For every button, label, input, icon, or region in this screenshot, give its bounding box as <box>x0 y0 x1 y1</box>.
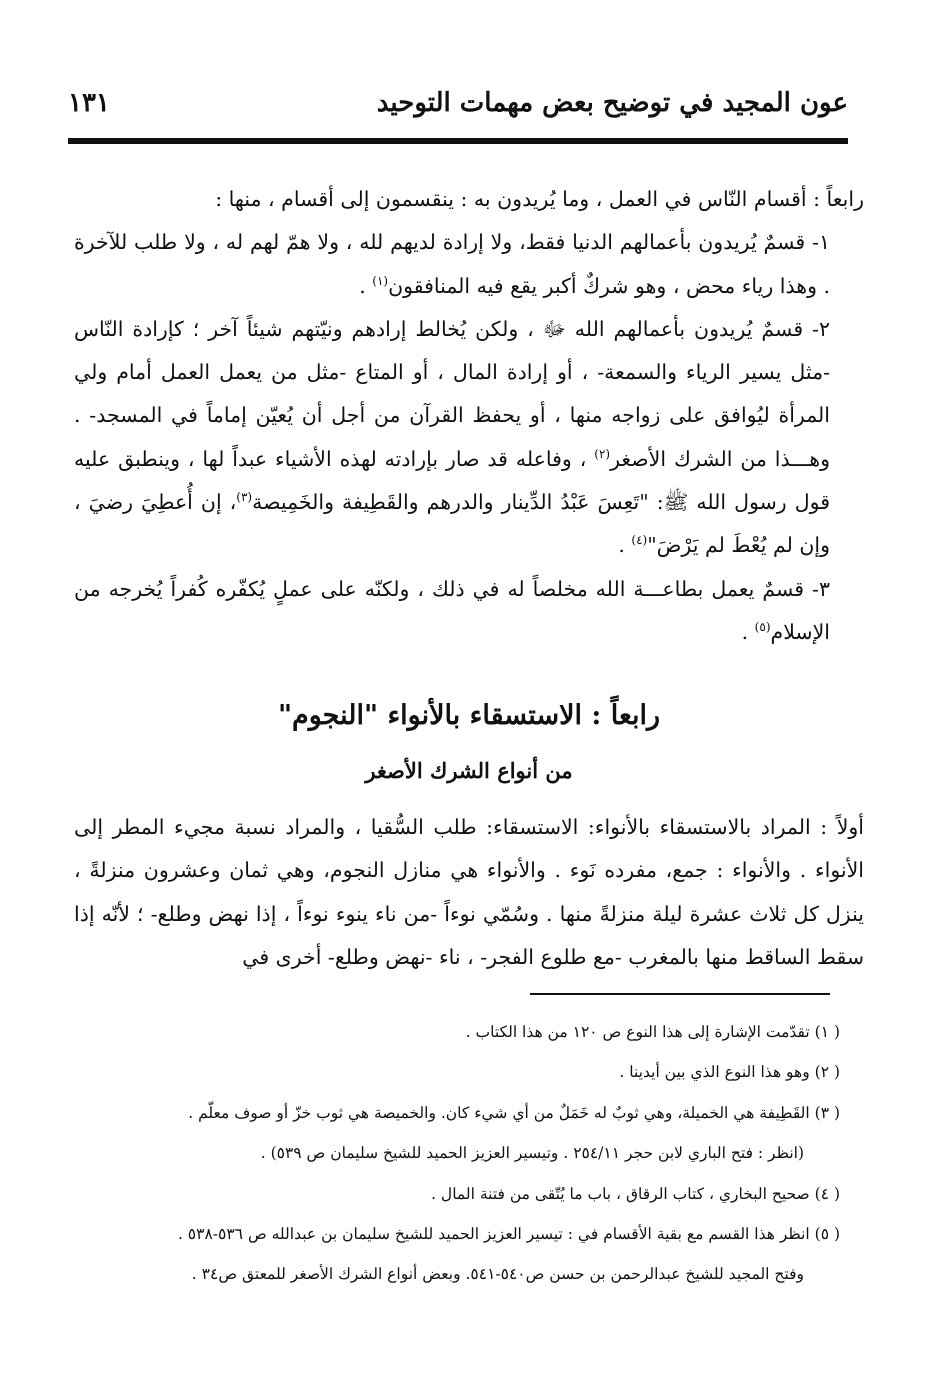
footnote-continuation: وفتح المجيد للشيخ عبدالرحمن بن حسن ص٥٤٠-٥٤١. وبعض أنواع الشرك الأصغر للمعتق ص٣٤ . <box>191 1265 804 1284</box>
footnotes <box>70 1012 840 1295</box>
page-number: ١٣١ <box>68 88 110 118</box>
footnote-ref: (٢) <box>594 446 611 461</box>
definition-paragraph: أولاً : المراد بالاستسقاء بالأنواء: الاستسقاء: طلب السُّقيا ، والمراد نسبة مجيء المطر إلى الأنواء . والأنواء : جمع، مفرده نَوء . والأنواء هي منازل النجوم، وهي ثمان وعشرون منزلةً ، ينزل كل ثلاث عشرة ليلة منزلةً منها . وسُمّي نوءاً -من ناء ينوء نوءاً ، إذا نهض وطلع- ؛ لأنّه إذا سقط الساقط منها بالمغرب -مع طلوع الفجر- ، ناء -نهض وطلع- أخرى في <box>74 815 864 970</box>
item-text: ، وفاعله قد صار بإرادته لهذه الأشياء عبداً لها ، وينطبق عليه قول رسول الله ﷺ: "تَعِسَ عَبْدُ الدِّينار والدرهم والقَطِيفة والخَمِيصة <box>74 446 830 515</box>
footnote-separator <box>530 993 830 995</box>
footnote: ( ١) تقدّمت الإشارة إلى هذا النوع ص ١٢٠ من هذا الكتاب . <box>465 1023 840 1041</box>
footnote-ref: (٤) <box>631 533 648 548</box>
list-item <box>74 221 864 308</box>
footnote-ref: (١) <box>372 273 389 288</box>
footnote: ( ٥) انظر هذا القسم مع بقية الأقسام في : تيسير العزيز الحميد للشيخ سليمان بن عبدالله ص ٥٣٦-٥٣٨ . <box>177 1225 840 1244</box>
list-item <box>74 308 864 568</box>
item-end: . <box>741 619 755 644</box>
book-title: عون المجيد في توضيح بعض مهمات التوحيد <box>376 88 848 118</box>
section-heading: رابعاً : الاستسقاء بالأنواء "النجوم" <box>277 700 661 731</box>
main-text <box>74 178 864 654</box>
footnote-ref: (٥) <box>754 620 771 635</box>
footnote: ( ٣) القَطِيفة هي الخميلة، وهي ثوبٌ له خَمَلٌ من أي شيء كان. والخميصة هي ثوب خزّ أو صوف معلّم . <box>188 1103 840 1122</box>
list-item <box>74 568 864 655</box>
intro-line: رابعاً : أقسام النّاس في العمل ، وما يُريدون به : ينقسمون إلى أقسام ، منها : <box>215 187 864 211</box>
item-text: ٣- قسمٌ يعمل بطاعـــة الله مخلصاً له في ذلك ، ولكنّه على عملٍ يُكفّره كُفراً يُخرجه من الإسلام <box>74 576 830 644</box>
section-subheading: من أنواع الشرك الأصغر <box>365 758 573 783</box>
footnote-continuation: (انظر : فتح الباري لابن حجر ٢٥٤/١١ . وتيسير العزيز الحميد للشيخ سليمان ص ٥٣٩) . <box>260 1144 804 1163</box>
footnote-ref: (٣) <box>236 490 253 505</box>
item-end: . <box>359 273 373 298</box>
definition-text <box>74 806 864 980</box>
item-text: ، إن أُعطِيَ رضيَ ، وإن لم يُعْطَ لم يَرْضَ" <box>74 490 830 558</box>
header-rule <box>68 138 848 144</box>
footnote: ( ٢) وهو هذا النوع الذي بين أيدينا . <box>619 1063 840 1082</box>
page-header <box>68 88 848 132</box>
item-text: ١- قسمٌ يُريدون بأعمالهم الدنيا فقط، ولا إرادة لديهم لله ، ولا همّ لهم له ، ولا طلب للآخرة . وهذا رياء محض ، وهو شركٌ أكبر يقع فيه المنافقون <box>74 230 830 298</box>
item-text: ٢- قسمٌ يُريدون بأعمالهم الله ﷻ ، ولكن يُخالط إرادهم ونيّتهم شيئاً آخر ؛ كإرادة النّاس -مثل يسير الرياء والسمعة- ، أو إرادة المال ، أو المتاع -مثل من يعمل العمل أمام ولي المرأة ليُوافق على زواجه منها ، أو يحفظ القرآن من أجل أن يُعيّن إماماً في المسجد- . وهـــذا من الشرك الأصغر <box>74 316 830 471</box>
footnote: ( ٤) صحيح البخاري ، كتاب الرقاق ، باب ما يُتّقى من فتنة المال . <box>431 1184 840 1203</box>
item-end: . <box>618 533 632 558</box>
